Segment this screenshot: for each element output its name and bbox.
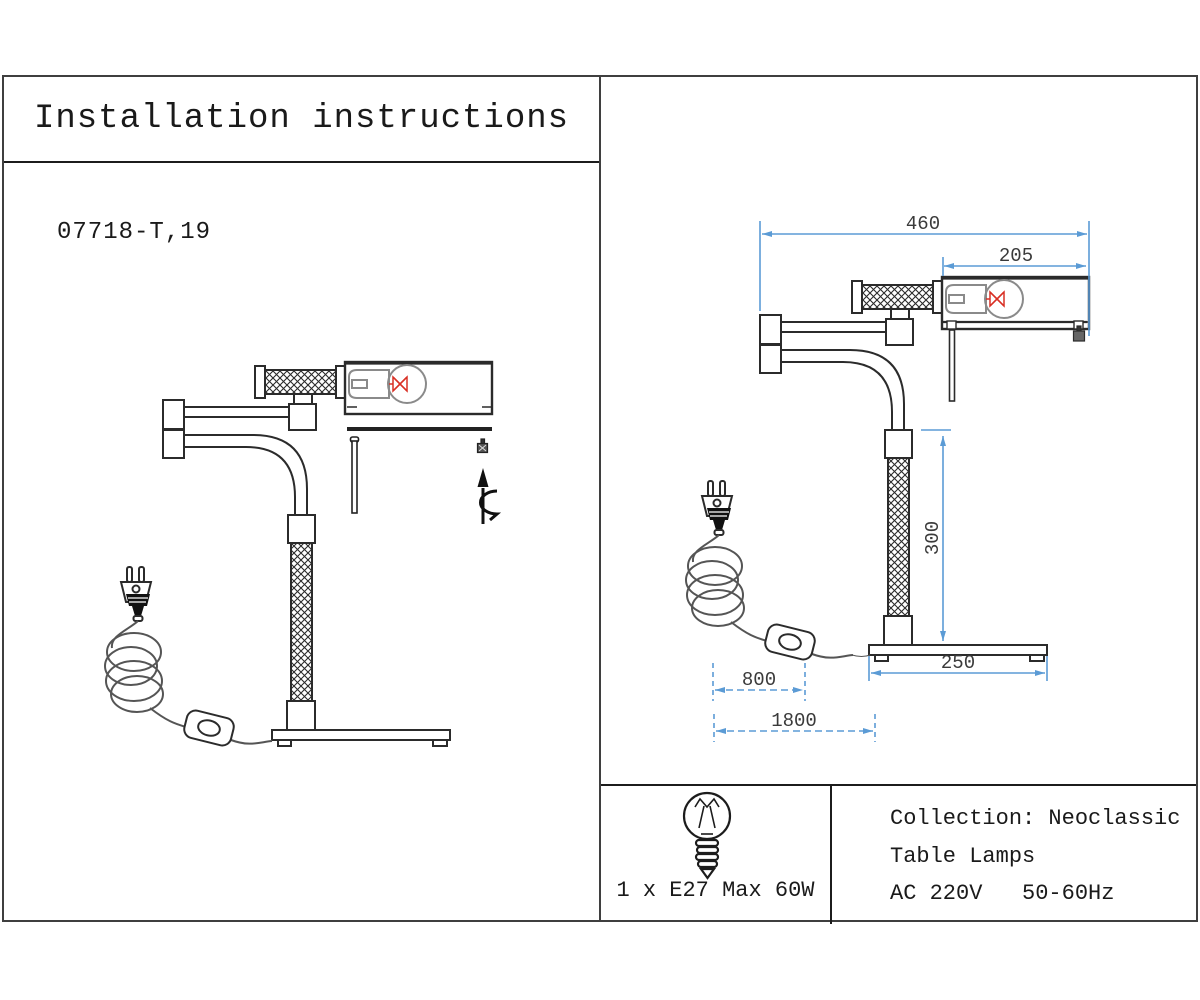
dim-label-cord-length: 1800	[771, 710, 817, 732]
support-stick-attached	[950, 330, 955, 401]
bulb-icon	[677, 790, 737, 880]
dim-label-stem-height: 300	[922, 520, 944, 556]
dim-label-switch-distance: 800	[741, 669, 777, 691]
support-stick-part	[351, 437, 359, 513]
spec-text-cell	[832, 786, 1196, 924]
spec-category: Table Lamps	[890, 844, 1036, 869]
spec-collection: Collection: Neoclassic	[890, 806, 1181, 831]
page-title: Installation instructions	[33, 100, 570, 138]
rotate-arrow-icon	[478, 468, 498, 524]
lamp-drawing-right	[686, 277, 1089, 661]
screw-part	[478, 439, 488, 453]
spec-power: AC 220V 50-60Hz	[890, 881, 1115, 906]
model-number: 07718-T,19	[57, 219, 212, 246]
dim-label-total-width: 460	[905, 213, 941, 235]
dim-label-shade-length: 205	[998, 245, 1034, 267]
spec-panel	[601, 784, 1196, 924]
dim-label-base-width: 250	[940, 652, 976, 674]
bulb-spec-cell	[601, 786, 832, 924]
lamp-drawing-left	[105, 362, 497, 747]
bulb-spec-label: 1 x E27 Max 60W	[616, 878, 815, 903]
